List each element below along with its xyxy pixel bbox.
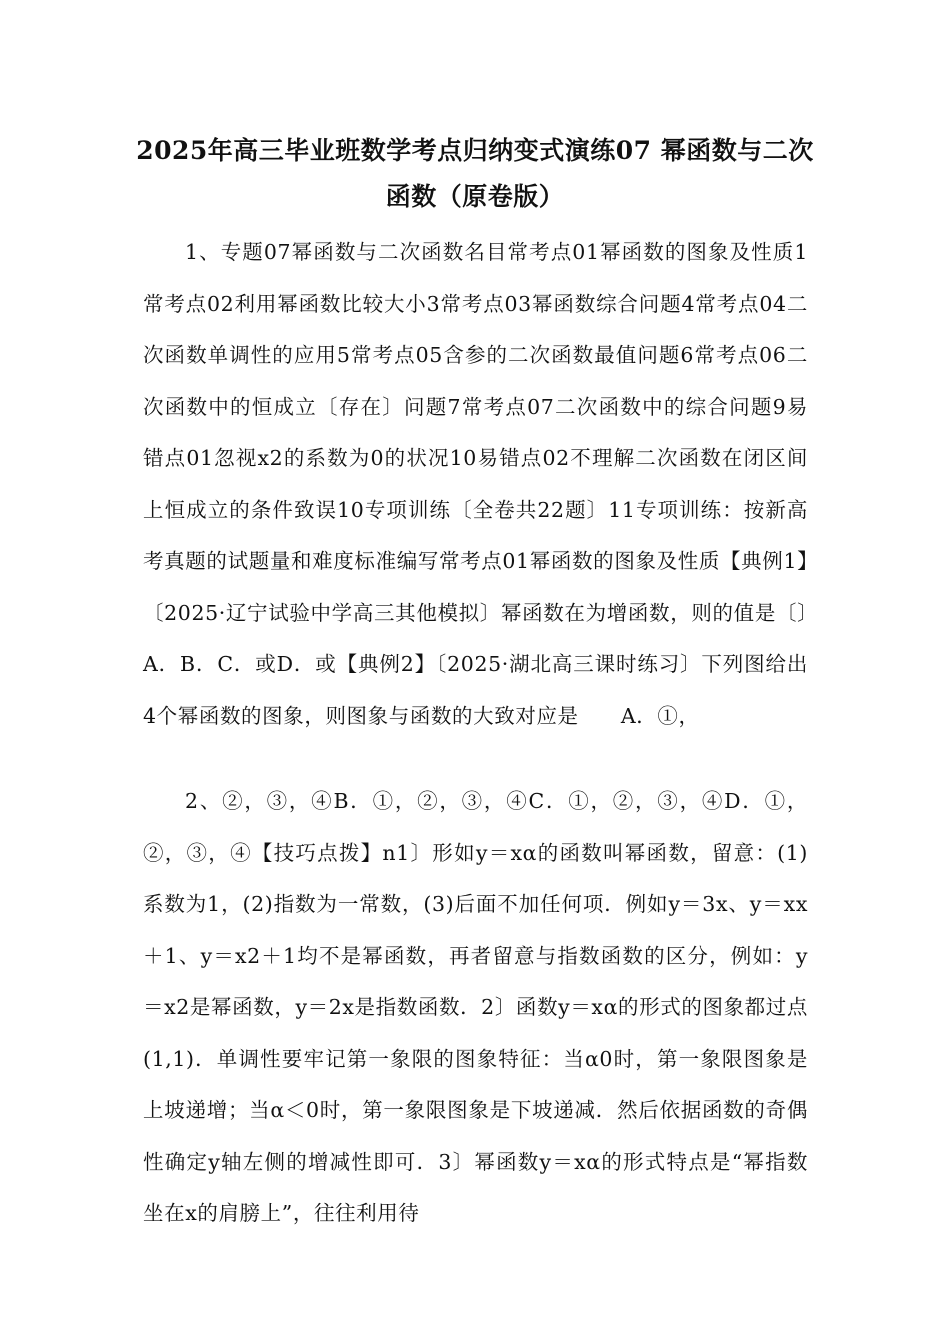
document-title: 2025年高三毕业班数学考点归纳变式演练07 幂函数与二次函数（原卷版） bbox=[136, 136, 814, 211]
paragraph-2: 2、②，③，④B．①，②，③，④C．①，②，③，④D．①，②，③，④【技巧点拨】n1〕形如y＝xα的函数叫幂函数，留意：(1)系数为1，(2)指数为一常数，(3)后面不加任何项．例如y＝3x、y＝xx＋1、y＝x2＋1均不是幂函数，再者留意与指数函数的区分，例如：y＝x2是幂函数，y＝2x是指数函数．2〕函数y＝xα的形式的图象都过点(1,1)．单调性要牢记第一象限的图象特征：当α0时，第一象限图象是上坡递增；当α＜0时，第一象限图象是下坡递减．然后依据函数的奇偶性确定y轴左侧的增减性即可．3〕幂函数y＝xα的形式特点是“幂指数坐在x的肩膀上”，往往利用待 bbox=[143, 789, 808, 1225]
paragraph-1: 1、专题07幂函数与二次函数名目常考点01幂函数的图象及性质1常考点02利用幂函数比较大小3常考点03幂函数综合问题4常考点04二次函数单调性的应用5常考点05含参的二次函数最值问题6常考点06二次函数中的恒成立〔存在〕问题7常考点07二次函数中的综合问题9易错点01忽视x2的系数为0的状况10易错点02不理解二次函数在闭区间上恒成立的条件致误10专项训练〔全卷共22题〕11专项训练：按新高考真题的试题量和难度标准编写常考点01幂函数的图象及性质【典例1】〔2025·辽宁试验中学高三其他模拟〕幂函数在为增函数，则的值是〔〕A．B．C．或D．或【典例2】〔2025·湖北高三课时练习〕下列图给出4个幂函数的图象，则图象与函数的大致对应是 A．①， bbox=[143, 240, 808, 728]
